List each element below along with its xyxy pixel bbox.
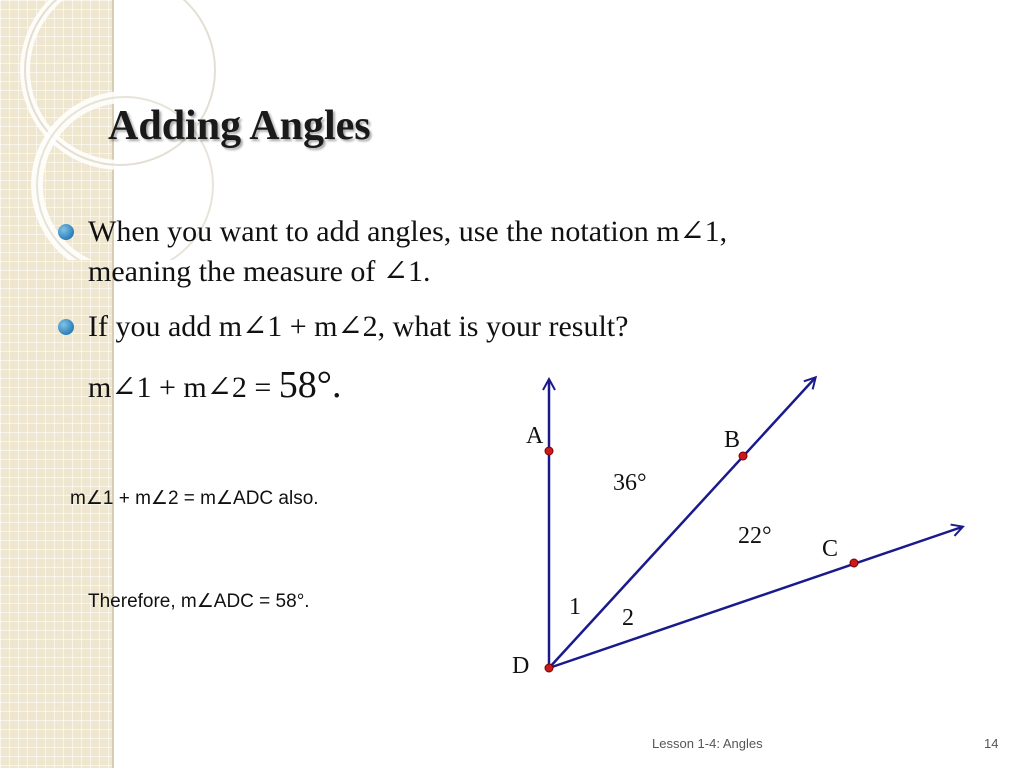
footer-page-number: 14: [984, 736, 999, 751]
sum-result-value: 58°.: [278, 364, 342, 406]
slide-title: Adding Angles: [108, 103, 371, 149]
point-d: [545, 664, 553, 672]
bullet-question-text: If you add m∠1 + m∠2, what is your result?: [88, 310, 629, 343]
note-adc-also: m∠1 + m∠2 = m∠ADC also.: [70, 488, 319, 509]
bullet-notation-line1: When you want to add angles, use the notation m∠1,: [88, 215, 728, 248]
bullet-notation-line2: meaning the measure of ∠1.: [88, 255, 431, 288]
point-b: [739, 452, 747, 460]
sum-lhs: m∠1 + m∠2 =: [88, 371, 272, 404]
label-c: C: [822, 536, 839, 562]
footer-lesson: Lesson 1-4: Angles: [652, 736, 763, 751]
angle-label-1: 1: [569, 594, 581, 620]
label-b: B: [724, 427, 741, 453]
label-a: A: [526, 423, 544, 449]
angle-label-2: 2: [622, 605, 634, 631]
angle-label-22: 22°: [738, 523, 772, 549]
label-d: D: [512, 653, 530, 679]
note-therefore: Therefore, m∠ADC = 58°.: [88, 591, 310, 612]
point-c: [850, 559, 858, 567]
point-a: [545, 447, 553, 455]
angle-label-36: 36°: [613, 470, 647, 496]
ray-db: [549, 378, 815, 668]
